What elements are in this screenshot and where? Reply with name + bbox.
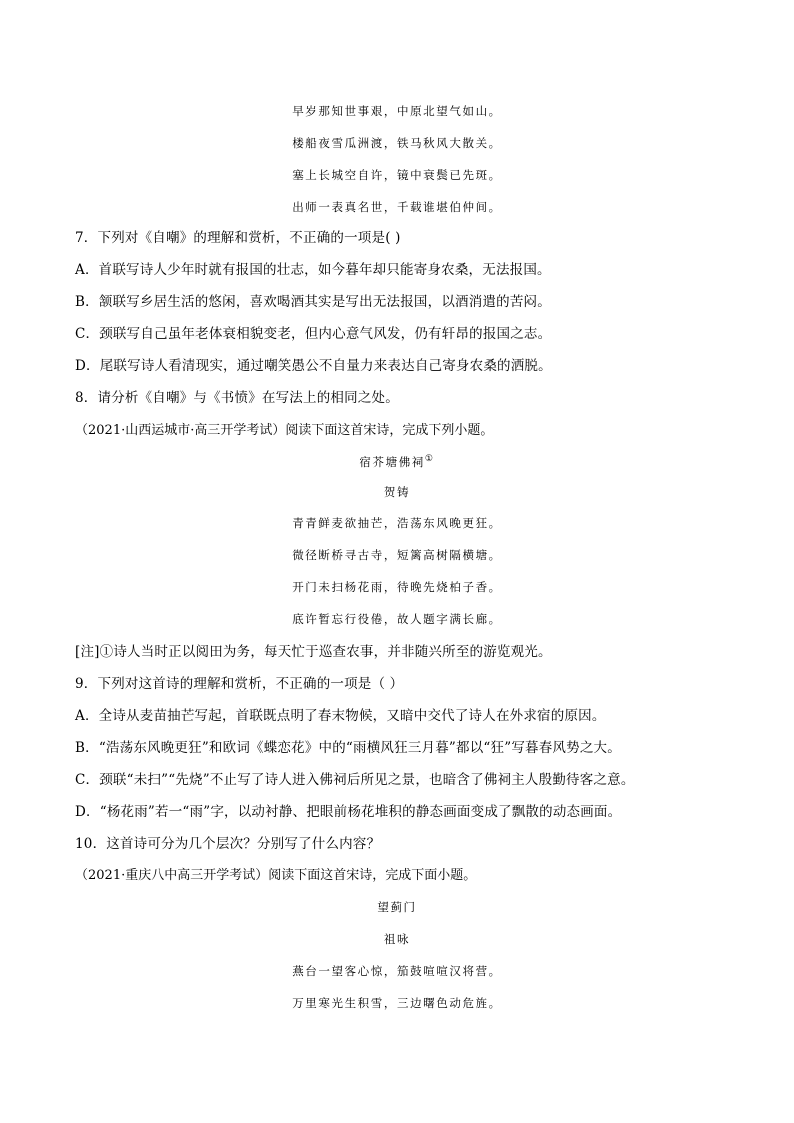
question-7-stem: 7．下列对《自嘲》的理解和赏析，不正确的一项是( ) — [75, 230, 401, 246]
poem2-line-3: 开门未扫杨花雨，待晚先烧柏子香。 — [292, 580, 502, 594]
question-7-option-c: C．颈联写自己虽年老体衰相貌变老，但内心意气风发，仍有轩昂的报国之志。 — [75, 326, 552, 342]
poem3-title: 望蓟门 — [377, 900, 417, 914]
question-10-stem: 10．这首诗可分为几个层次？分别写了什么内容？ — [75, 836, 381, 852]
poem1-line-4: 出师一表真名世，千载谁堪伯仲间。 — [292, 200, 502, 214]
question-9-option-a: A．全诗从麦苗抽芒写起，首联既点明了春末物候，又暗中交代了诗人在外求宿的原因。 — [75, 708, 606, 724]
poem1-line-1: 早岁那知世事艰，中原北望气如山。 — [292, 104, 502, 118]
poem3-line-1: 燕台一望客心惊，笳鼓喧喧汉将营。 — [292, 964, 502, 978]
source-note-2: （2021·山西运城市·高三开学考试）阅读下面这首宋诗，完成下列小题。 — [75, 423, 494, 438]
poem2-author: 贺铸 — [383, 485, 411, 499]
poem2-footnote: [注]①诗人当时正以阅田为务，每天忙于巡查农事，并非随兴所至的游览观光。 — [75, 644, 552, 660]
poem2-line-1: 青青鲜麦欲抽芒，浩荡东风晚更狂。 — [292, 516, 502, 530]
question-7-option-d: D．尾联写诗人看清现实，通过嘲笑愚公不自量力来表达自己寄身农桑的洒脱。 — [75, 358, 552, 374]
question-9-option-b: B．“浩荡东风晚更狂”和欧词《蝶恋花》中的“雨横风狂三月暮”都以“狂”写暮春风势之大。 — [75, 740, 621, 756]
question-8-stem: 8．请分析《自嘲》与《书愤》在写法上的相同之处。 — [75, 390, 399, 406]
poem2-line-4: 底许暂忘行役倦，故人题字满长廊。 — [292, 612, 502, 626]
poem1-line-2: 楼船夜雪瓜洲渡，铁马秋风大散关。 — [292, 136, 502, 150]
poem3-line-2: 万里寒光生积雪，三边曙色动危旌。 — [292, 996, 502, 1010]
question-9-option-d: D．“杨花雨”若一“雨”字，以动衬静、把眼前杨花堆积的静态画面变成了飘散的动态画面。 — [75, 804, 622, 820]
poem2-title — [0, 455, 794, 468]
question-9-option-c: C．颈联“未扫”“先烧”不止写了诗人进入佛祠后所见之景，也暗含了佛祠主人殷勤待客之意。 — [75, 772, 635, 788]
poem3-author: 祖咏 — [383, 932, 411, 946]
poem2-title-text: 宿芥塘佛祠 — [359, 454, 425, 469]
question-7-option-b: B．颔联写乡居生活的悠闲，喜欢喝酒其实是写出无法报国，以酒消遣的苦闷。 — [75, 294, 551, 310]
source-note-3: （2021·重庆八中高三开学考试）阅读下面这首宋诗，完成下面小题。 — [75, 868, 477, 883]
question-9-stem: 9．下列对这首诗的理解和赏析，不正确的一项是（ ） — [75, 676, 404, 692]
footnote-marker: ① — [424, 454, 435, 464]
poem1-line-3: 塞上长城空自许，镜中衰鬓已先斑。 — [292, 168, 502, 182]
poem2-line-2: 微径断桥寻古寺，短篱高树隔横塘。 — [292, 548, 502, 562]
question-7-option-a: A．首联写诗人少年时就有报国的壮志，如今暮年却只能寄身农桑，无法报国。 — [75, 262, 551, 278]
